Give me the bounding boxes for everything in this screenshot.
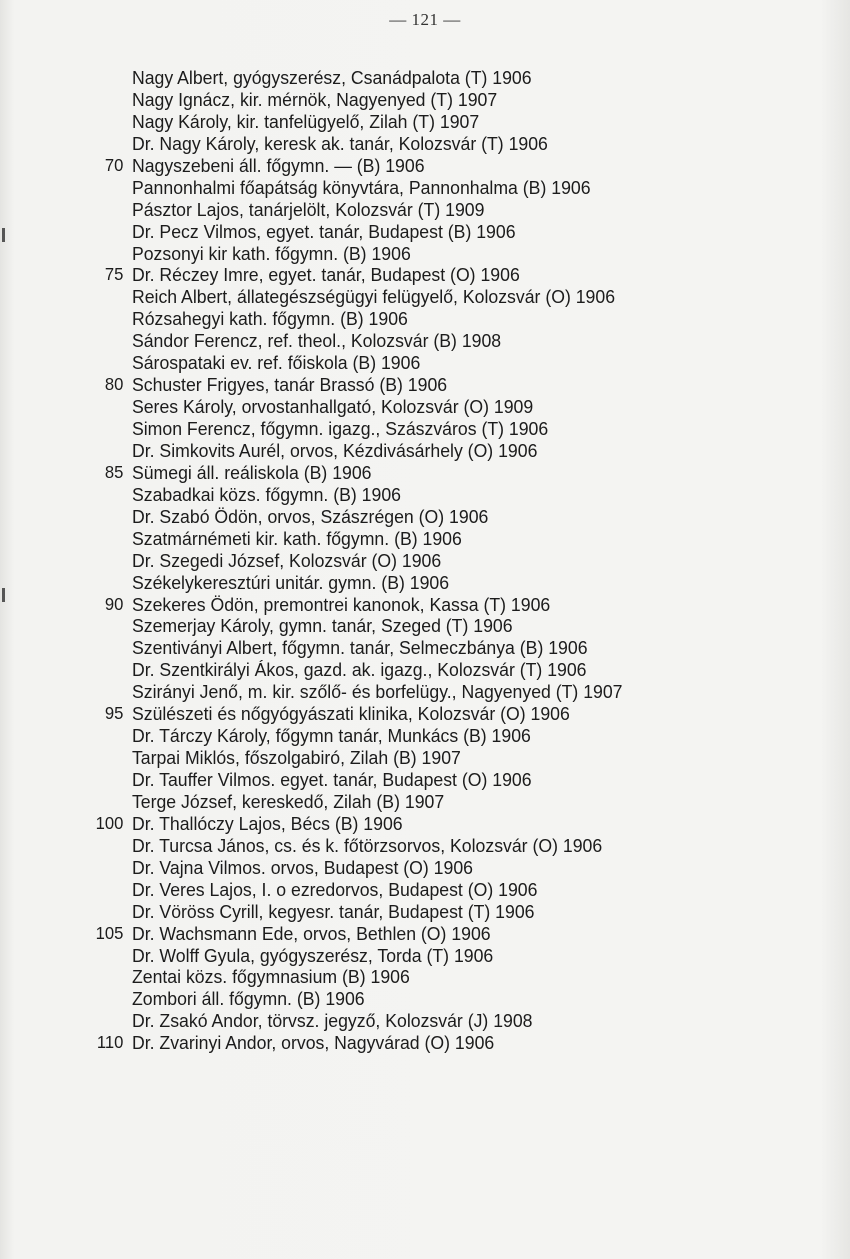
list-item bbox=[74, 1032, 806, 1054]
list-item bbox=[74, 725, 806, 747]
entry-text: Reich Albert, állategészségügyi felügyelő, Kolozsvár (O) 1906 bbox=[131, 286, 616, 308]
list-item bbox=[74, 286, 806, 308]
entry-text: Terge József, kereskedő, Zilah (B) 1907 bbox=[131, 790, 445, 812]
entry-text: Dr. Vöröss Cyrill, kegyesr. tanár, Budapest (T) 1906 bbox=[131, 900, 535, 922]
entry-text: Szekeres Ödön, premontrei kanonok, Kassa (T) 1906 bbox=[131, 593, 551, 615]
list-item bbox=[74, 615, 806, 637]
entry-text: Zentai közs. főgymnasium (B) 1906 bbox=[131, 966, 410, 988]
list-item bbox=[74, 243, 806, 265]
entry-text: Dr. Wolff Gyula, gyógyszerész, Torda (T) 1906 bbox=[131, 944, 494, 966]
line-number: 95 bbox=[104, 703, 124, 724]
list-item bbox=[74, 747, 806, 769]
list-item bbox=[74, 966, 806, 988]
entry-text: Seres Károly, orvostanhallgató, Kolozsvár (O) 1909 bbox=[131, 396, 534, 418]
entry-text: Székelykeresztúri unitár. gymn. (B) 1906 bbox=[131, 571, 450, 593]
list-item bbox=[74, 594, 806, 616]
entry-text: Dr. Veres Lajos, I. o ezredorvos, Budapest (O) 1906 bbox=[131, 878, 538, 900]
list-item bbox=[74, 1010, 806, 1032]
entry-text: Nagy Ignácz, kir. mérnök, Nagyenyed (T) 1907 bbox=[131, 88, 498, 110]
page-number-header: — 121 — bbox=[389, 10, 461, 29]
entry-text: Dr. Szabó Ödön, orvos, Szászrégen (O) 1906 bbox=[131, 505, 489, 527]
line-number: 75 bbox=[104, 264, 124, 285]
entry-text: Szentiványi Albert, főgymn. tanár, Selmeczbánya (B) 1906 bbox=[131, 637, 588, 659]
line-number: 90 bbox=[104, 593, 124, 614]
list-item bbox=[74, 879, 806, 901]
list-item bbox=[74, 352, 806, 374]
list-item bbox=[74, 703, 806, 725]
entry-text: Schuster Frigyes, tanár Brassó (B) 1906 bbox=[131, 374, 448, 396]
list-item bbox=[74, 374, 806, 396]
entry-text: Nagy Albert, gyógyszerész, Csanádpalota (T) 1906 bbox=[131, 67, 532, 88]
list-item bbox=[74, 637, 806, 659]
entry-text: Sümegi áll. reáliskola (B) 1906 bbox=[131, 461, 372, 483]
margin-mark bbox=[2, 228, 5, 242]
list-item bbox=[74, 67, 806, 89]
list-item bbox=[74, 813, 806, 835]
list-item bbox=[74, 177, 806, 199]
line-number: 85 bbox=[104, 461, 124, 482]
entry-text: Tarpai Miklós, főszolgabiró, Zilah (B) 1907 bbox=[131, 747, 461, 769]
entry-text: Szabadkai közs. főgymn. (B) 1906 bbox=[131, 483, 401, 505]
entry-text: Nagy Károly, kir. tanfelügyelő, Zilah (T) 1907 bbox=[131, 110, 480, 132]
list-item bbox=[74, 89, 806, 111]
line-number: 105 bbox=[95, 922, 124, 943]
entry-text: Dr. Wachsmann Ede, orvos, Bethlen (O) 1906 bbox=[131, 922, 491, 944]
list-item bbox=[74, 308, 806, 330]
entry-text: Simon Ferencz, főgymn. igazg., Szászváros (T) 1906 bbox=[131, 418, 549, 439]
entry-text: Dr. Nagy Károly, keresk ak. tanár, Kolozsvár (T) 1906 bbox=[131, 132, 548, 154]
line-number: 70 bbox=[104, 154, 124, 175]
entry-text: Pannonhalmi főapátság könyvtára, Pannonhalma (B) 1906 bbox=[131, 176, 591, 198]
list-item bbox=[74, 264, 806, 286]
list-item bbox=[74, 221, 806, 243]
entry-text: Sárospataki ev. ref. főiskola (B) 1906 bbox=[131, 352, 421, 374]
entry-text: Dr. Réczey Imre, egyet. tanár, Budapest (O) 1906 bbox=[131, 264, 520, 286]
entry-text: Dr. Pecz Vilmos, egyet. tanár, Budapest (B) 1906 bbox=[131, 220, 516, 242]
list-item bbox=[74, 418, 806, 440]
entry-text: Dr. Zsakó Andor, törvsz. jegyző, Kolozsvár (J) 1908 bbox=[131, 1010, 533, 1032]
list-item bbox=[74, 857, 806, 879]
entry-text: Dr. Szentkirályi Ákos, gazd. ak. igazg., Kolozsvár (T) 1906 bbox=[131, 659, 587, 681]
member-list bbox=[74, 67, 844, 1054]
margin-mark bbox=[2, 588, 5, 602]
line-number: 80 bbox=[104, 374, 124, 395]
list-item bbox=[74, 791, 806, 813]
entry-text: Dr. Tárczy Károly, főgymn tanár, Munkács (B) 1906 bbox=[131, 725, 531, 747]
entry-text: Zombori áll. főgymn. (B) 1906 bbox=[131, 988, 365, 1010]
entry-text: Dr. Zvarinyi Andor, orvos, Nagyvárad (O) 1906 bbox=[131, 1032, 495, 1054]
entry-text: Dr. Simkovits Aurél, orvos, Kézdivásárhely (O) 1906 bbox=[131, 439, 538, 461]
entry-text: Nagyszebeni áll. főgymn. — (B) 1906 bbox=[131, 154, 425, 176]
entry-text: Szirányi Jenő, m. kir. szőlő- és borfelügy., Nagyenyed (T) 1907 bbox=[131, 681, 623, 703]
list-item bbox=[74, 396, 806, 418]
list-item bbox=[74, 988, 806, 1010]
entry-text: Dr. Thallóczy Lajos, Bécs (B) 1906 bbox=[131, 812, 403, 834]
list-item bbox=[74, 550, 806, 572]
list-item bbox=[74, 835, 806, 857]
list-item bbox=[74, 111, 806, 133]
entry-text: Pásztor Lajos, tanárjelölt, Kolozsvár (T) 1909 bbox=[131, 198, 485, 220]
list-item bbox=[74, 199, 806, 221]
list-item bbox=[74, 945, 806, 967]
entry-text: Szemerjay Károly, gymn. tanár, Szeged (T) 1906 bbox=[131, 615, 513, 637]
entry-text: Rózsahegyi kath. főgymn. (B) 1906 bbox=[131, 308, 408, 330]
list-item bbox=[74, 155, 806, 177]
entry-text: Szülészeti és nőgyógyászati klinika, Kolozsvár (O) 1906 bbox=[131, 703, 570, 725]
list-item bbox=[74, 528, 806, 550]
list-item bbox=[74, 440, 806, 462]
entry-text: Dr. Szegedi József, Kolozsvár (O) 1906 bbox=[131, 549, 442, 571]
line-number: 110 bbox=[96, 1032, 124, 1053]
list-item bbox=[74, 506, 806, 528]
entry-text: Szatmárnémeti kir. kath. főgymn. (B) 1906 bbox=[131, 527, 462, 549]
line-number: 100 bbox=[95, 812, 124, 833]
list-item bbox=[74, 330, 806, 352]
list-item bbox=[74, 769, 806, 791]
entry-text: Dr. Vajna Vilmos. orvos, Budapest (O) 1906 bbox=[131, 856, 473, 878]
entry-text: Dr. Tauffer Vilmos. egyet. tanár, Budapest (O) 1906 bbox=[131, 769, 532, 790]
list-item bbox=[74, 484, 806, 506]
entry-text: Pozsonyi kir kath. főgymn. (B) 1906 bbox=[131, 242, 411, 264]
list-item bbox=[74, 659, 806, 681]
entry-text: Sándor Ferencz, ref. theol., Kolozsvár (B) 1908 bbox=[131, 330, 502, 352]
entry-text: Dr. Turcsa János, cs. és k. főtörzsorvos, Kolozsvár (O) 1906 bbox=[131, 834, 603, 856]
list-item bbox=[74, 901, 806, 923]
list-item bbox=[74, 681, 806, 703]
list-item bbox=[74, 923, 806, 945]
list-item bbox=[74, 133, 806, 155]
list-item bbox=[74, 462, 806, 484]
list-item bbox=[74, 572, 806, 594]
